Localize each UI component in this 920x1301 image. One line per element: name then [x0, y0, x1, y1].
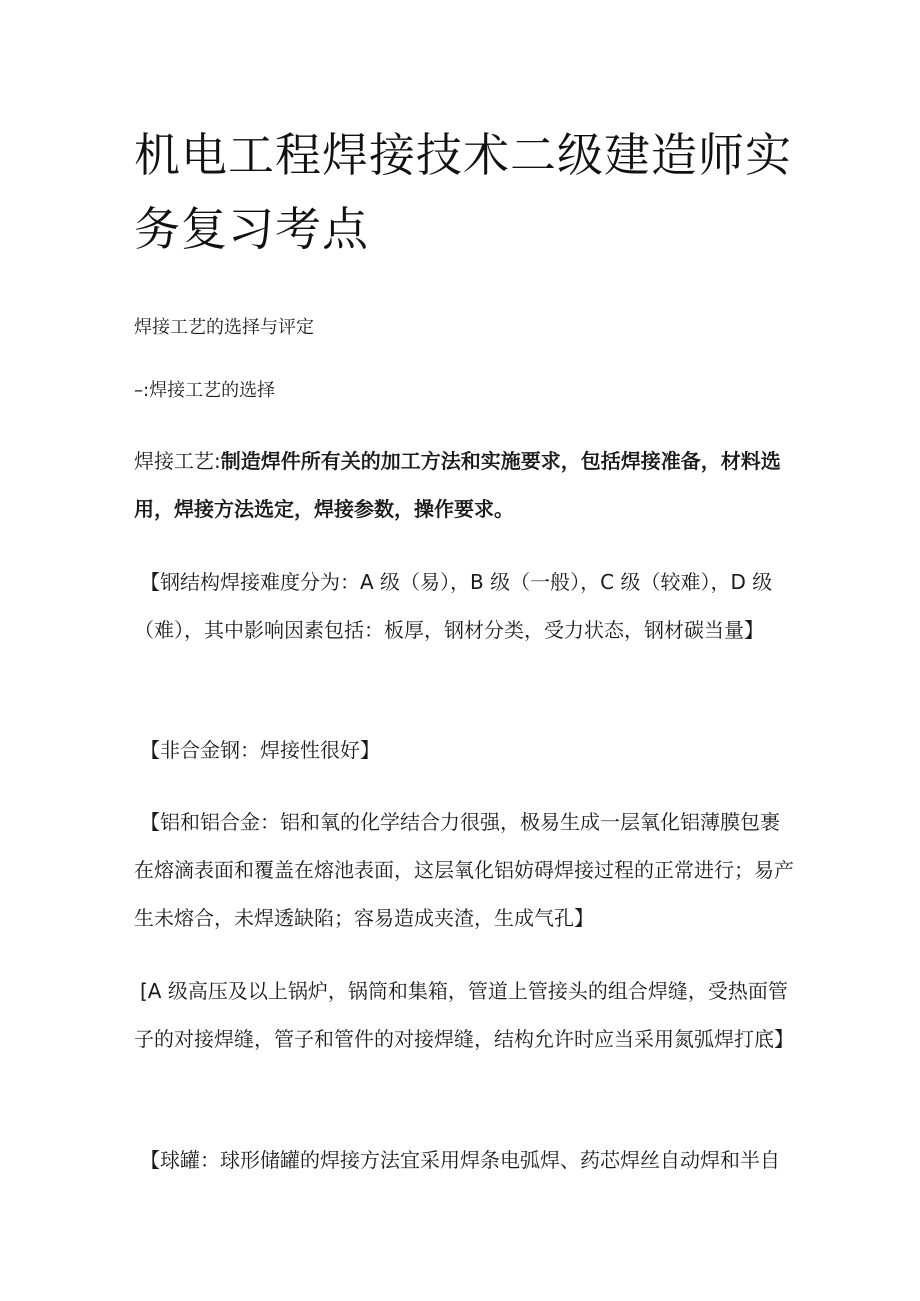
paragraph-spherical-tank: 【球罐：球形储罐的焊接方法宜采用焊条电弧焊、药芯焊丝自动焊和半自 [140, 1148, 780, 1172]
definition-lead: 焊接工艺: [134, 449, 221, 473]
paragraph-aluminum: 【铝和铝合金：铝和氧的化学结合力很强，极易生成一层氧化铝薄膜包裹在熔滴表面和覆盖在熔池表面，这层氧化铝妨碍焊接过程的正常进行；易产生未熔合，未焊透缺陷；容易造成夹渣，生成气孔】 [134, 810, 794, 930]
paragraph-non-alloy-steel: 【非合金钢：焊接性很好】 [140, 738, 380, 762]
paragraph-boiler: [A 级高压及以上锅炉，锅筒和集箱，管道上管接头的组合焊缝，受热面管子的对接焊缝，管子和管件的对接焊缝，结构允许时应当采用氮弧焊打底】 [134, 979, 794, 1051]
paragraph-steel-difficulty: 【钢结构焊接难度分为：A 级（易），B 级（一般），C 级（较难），D 级（难），其中影响因素包括：板厚，钢材分类，受力状态，钢材碳当量】 [134, 570, 773, 642]
subsection-heading: –:焊接工艺的选择 [134, 380, 276, 401]
definition-body: 制造焊件所有关的加工方法和实施要求，包括焊接准备，材料选用，焊接方法选定，焊接参数，操作要求。 [134, 449, 781, 521]
section-heading: 焊接工艺的选择与评定 [134, 317, 314, 338]
document-title: 机电工程焊接技术二级建造师实务复习考点 [134, 128, 792, 256]
definition-paragraph [134, 437, 794, 533]
